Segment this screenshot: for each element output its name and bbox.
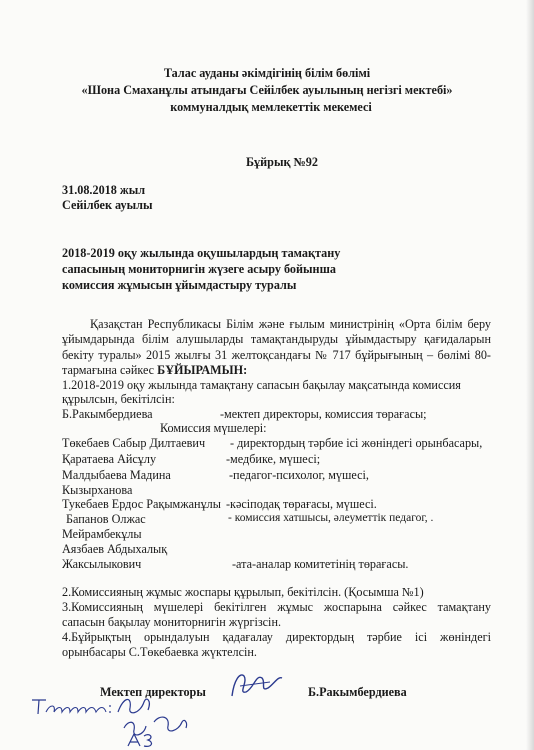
- signature-label: Мектеп директоры: [100, 685, 206, 699]
- member-name: Кызырханова: [62, 483, 133, 497]
- header-line-1: Талас ауданы әкімдігінің білім бөлімі: [163, 66, 371, 80]
- subject-line-1: 2018-2019 оқу жылында оқушылардың тамақтану: [62, 246, 341, 260]
- item-4-line-1: 4.Бұйрықтың орындалуын қадағалау директордың тәрбие ісі жөніндегі: [62, 630, 491, 644]
- member-name: Малдыбаева Мадина: [62, 468, 171, 482]
- member-role: -ата-аналар комитетінің төрағасы.: [232, 557, 409, 571]
- subject-line-3: комиссия жұмысын ұйымдастыру туралы: [62, 278, 297, 292]
- member-name: Төкебаев Сабыр Дилтаевич: [62, 436, 206, 450]
- subject-line-2: сапасының мониторнигін жүзеге асыру бойынша: [62, 262, 336, 276]
- member-role: - комиссия хатшысы, әлеуметтік педагог, .: [228, 512, 434, 524]
- member-name: Мейрамбекұлы: [62, 527, 142, 541]
- member-name: Қаратаева Айсұлу: [62, 452, 157, 466]
- order-place: Сейілбек ауылы: [62, 198, 153, 212]
- item-1-line-1: 1.2018-2019 оқу жылында тамақтану сапасын бақылау мақсатында комиссия: [62, 378, 461, 392]
- signature-name: Б.Ракымбердиева: [308, 685, 407, 699]
- member-name: Тукебаев Ердос Рақымжанұлы: [62, 497, 221, 511]
- preamble-line-3: бекіту туралы» 2015 жылғы 31 желтоқсандағы № 717 бұйрығының – бөлімі 80-: [62, 348, 491, 362]
- preamble-line-4: [62, 363, 247, 378]
- item-2: 2.Комиссияның жұмыс жоспары құрылып, бекітілсін. (Қосымша №1): [62, 585, 424, 599]
- member-name: Бапанов Олжас: [66, 512, 146, 526]
- member-role: -педагог-психолог, мүшесі,: [229, 468, 369, 482]
- member-role: -кәсіподақ төрағасы, мүшесі.: [226, 497, 377, 511]
- chair-name: Б.Ракымбердиева: [62, 407, 153, 421]
- member-name: Аязбаев Абдыхалық: [62, 542, 168, 556]
- handwritten-acquaintance-note: [28, 692, 208, 748]
- item-3-line-1: 3.Комиссияның мүшелері бекітілген жұмыс жоспарына сәйкес тамақтану: [62, 600, 491, 614]
- item-1-line-2: құрылсын, бекітілсін:: [62, 392, 175, 406]
- order-date: 31.08.2018 жыл: [62, 183, 146, 197]
- header-line-2: «Шона Смаханұлы атындағы Сейілбек ауылының негізгі мектебі»: [81, 83, 453, 97]
- director-signature-mark: [226, 668, 286, 704]
- member-name: Жаксылыкович: [62, 557, 142, 571]
- order-verb: БҰЙЫРАМЫН:: [157, 363, 248, 377]
- order-title: Бұйрық №92: [246, 155, 318, 169]
- member-role: -медбике, мүшесі;: [226, 452, 321, 466]
- member-role: - директордың тәрбие ісі жөніндегі орынбасары,: [230, 436, 483, 450]
- header-line-3: коммуналдық мемлекеттік мекемесі: [170, 100, 372, 114]
- item-3-line-2: сапасын бақылау мониторнигін жүргізсін.: [62, 615, 282, 629]
- preamble-line-4-text: тармағына сәйкес: [62, 363, 158, 377]
- chair-role: -мектеп директоры, комиссия төрағасы;: [220, 407, 427, 421]
- page-edge-shadow: [526, 0, 534, 750]
- item-4-line-2: орынбасары С.Төкебаевка жүктелсін.: [62, 645, 257, 659]
- preamble-line-1: Қазақстан Республикасы Білім және ғылым министрінің «Орта білім беру: [90, 317, 491, 331]
- preamble-line-2: ұйымдарында білім алушыларды тамақтандыруды ұйымдастыру қағидаларын: [62, 332, 491, 346]
- members-heading: Комиссия мүшелері:: [160, 421, 267, 435]
